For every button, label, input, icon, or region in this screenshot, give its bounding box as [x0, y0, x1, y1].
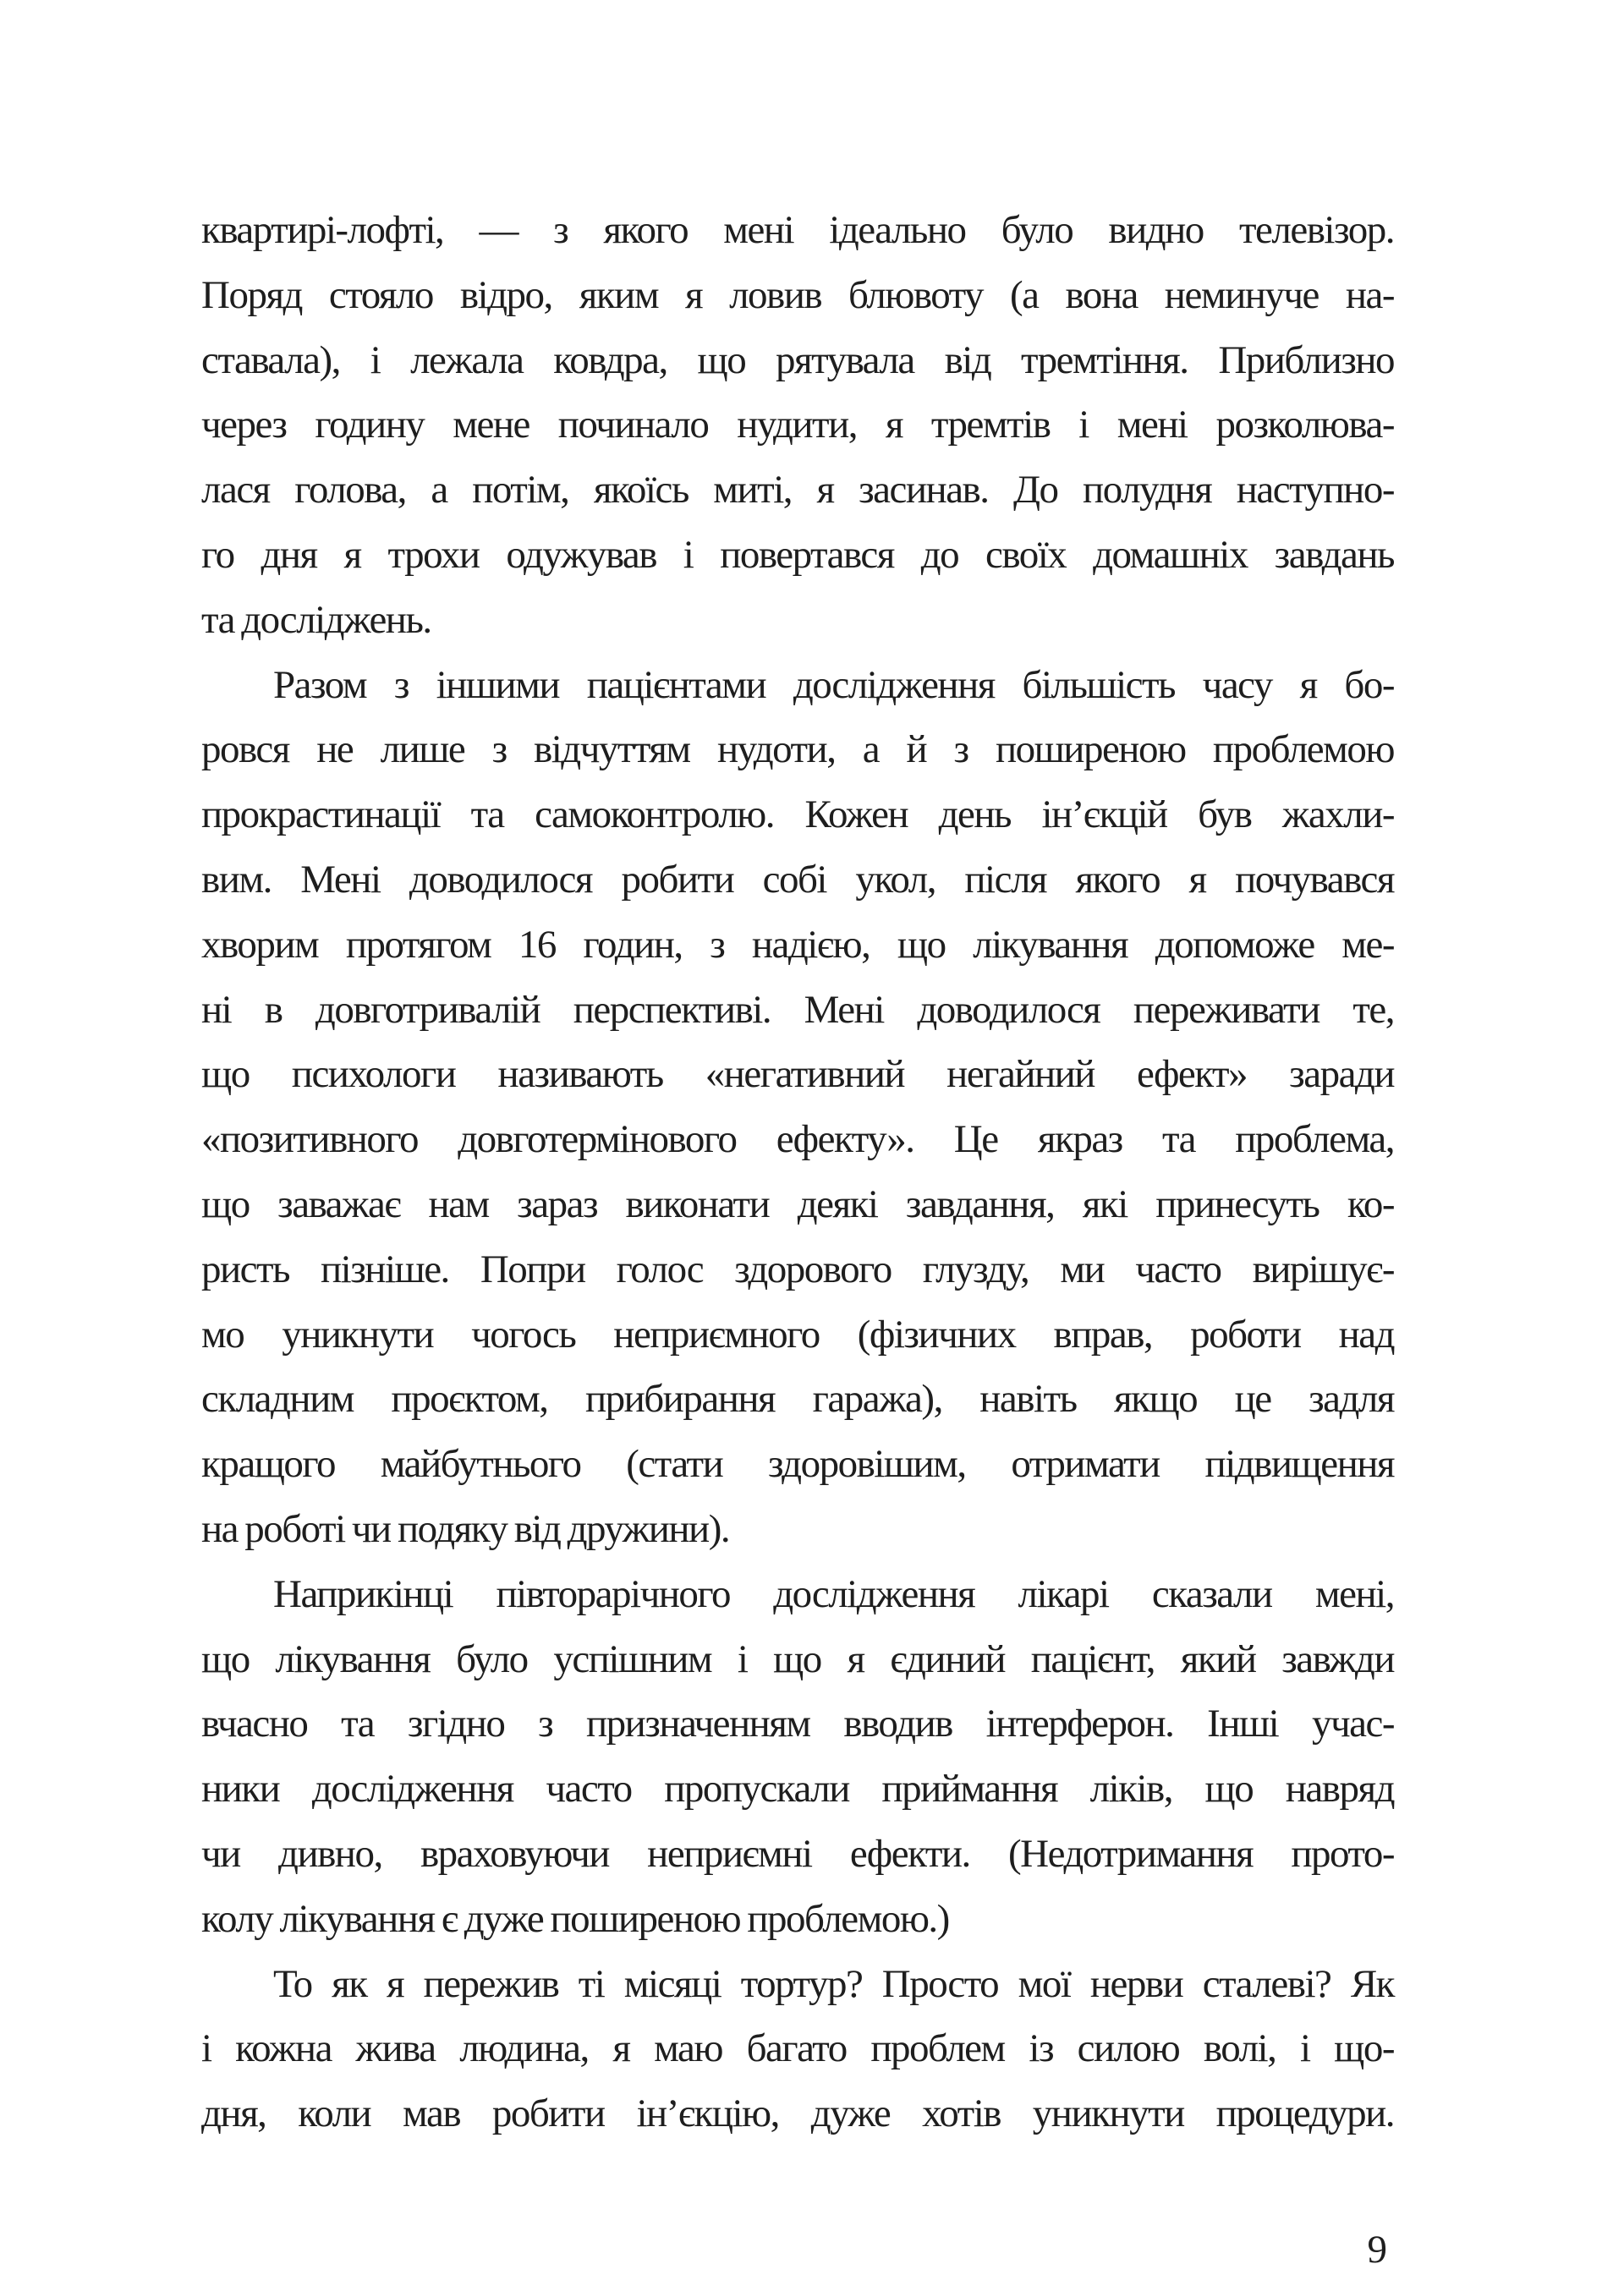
text-line: мо уникнути чогось неприємного (фізичних вправ, роботи над	[201, 1312, 1394, 1357]
text-line: хворим протягом 16 годин, з надією, що лікування допоможе ме-	[201, 922, 1394, 967]
text-line: «позитивного довготермінового ефекту». Це якраз та проблема,	[201, 1117, 1394, 1162]
text-line: ровся не лише з відчуттям нудоти, а й з поширеною проблемою	[201, 727, 1394, 772]
text-line: дня, коли мав робити ін’єкцію, дуже хотів уникнути процедури.	[201, 2091, 1394, 2136]
paragraph	[201, 198, 1394, 653]
text-line: вчасно та згідно з призначенням вводив інтерферон. Інші учас-	[201, 1702, 1394, 1746]
text-line: Поряд стояло відро, яким я ловив блювоту (а вона неминуче на-	[201, 272, 1394, 317]
text-line: що психологи називають «негативний негайний ефект» заради	[201, 1052, 1394, 1097]
text-line: і кожна жива людина, я маю багато проблем із силою волі, і що-	[201, 2026, 1394, 2071]
paragraph	[201, 1952, 1394, 2146]
text-line: го дня я трохи одужував і повертався до своїх домашніх завдань	[201, 532, 1394, 577]
text-line: колу лікування є дуже поширеною проблемою.)	[201, 1896, 949, 1941]
page	[201, 198, 1394, 2275]
text-line: складним проєктом, прибирання гаража), навіть якщо це задля	[201, 1377, 1394, 1422]
text-line: та досліджень.	[201, 597, 431, 642]
page-number: 9	[1367, 2227, 1387, 2272]
text-line: То як я пережив ті місяці тортур? Просто мої нерви сталеві? Як	[273, 1961, 1394, 2006]
text-line: квартирі-лофті, — з якого мені ідеально було видно телевізор.	[201, 208, 1394, 252]
text-line: Разом з іншими пацієнтами дослідження більшість часу я бо-	[273, 662, 1394, 707]
text-line: лася голова, а потім, якоїсь миті, я засинав. До полудня наступно-	[201, 468, 1394, 513]
text-line: прокрастинації та самоконтролю. Кожен день ін’єкцій був жахли-	[201, 792, 1394, 837]
text-line: кращого майбутнього (стати здоровішим, отримати підвищення	[201, 1442, 1394, 1487]
text-line: ні в довготривалій перспективі. Мені доводилося переживати те,	[201, 987, 1394, 1032]
body-text	[201, 198, 1394, 2146]
text-line: ристь пізніше. Попри голос здорового глузду, ми часто вирішує-	[201, 1247, 1394, 1291]
text-line: на роботі чи подяку від дружини).	[201, 1506, 730, 1551]
text-line: ники дослідження часто пропускали приймання ліків, що навряд	[201, 1767, 1394, 1812]
text-line: вим. Мені доводилося робити собі укол, після якого я почувався	[201, 857, 1394, 902]
text-line: Наприкінці півторарічного дослідження лікарі сказали мені,	[273, 1571, 1394, 1616]
text-line: через годину мене починало нудити, я тремтів і мені розколюва-	[201, 403, 1394, 447]
text-line: що лікування було успішним і що я єдиний пацієнт, який завжди	[201, 1636, 1394, 1681]
paragraph	[201, 1562, 1394, 1952]
text-line: чи дивно, враховуючи неприємні ефекти. (Недотримання прото-	[201, 1831, 1394, 1876]
paragraph	[201, 653, 1394, 1562]
text-line: що заважає нам зараз виконати деякі завдання, які принесуть ко-	[201, 1181, 1394, 1226]
text-line: ставала), і лежала ковдра, що рятувала від тремтіння. Приблизно	[201, 337, 1394, 382]
